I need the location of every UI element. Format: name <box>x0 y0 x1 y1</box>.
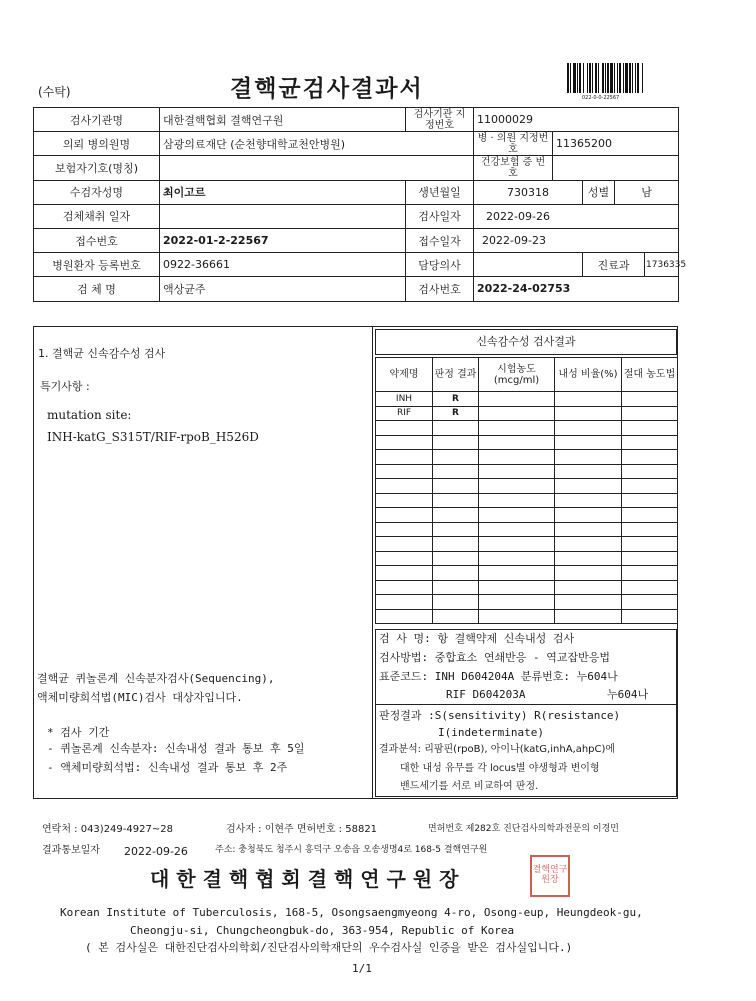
note-line-1: 결핵균 퀴놀론계 신속분자검사(Sequencing), <box>37 672 275 685</box>
table-row <box>376 566 678 581</box>
result-cell <box>433 522 479 537</box>
dept-value: 1736335 <box>645 253 679 277</box>
result-cell <box>555 421 622 436</box>
collect-date-label: 검체채취 일자 <box>34 204 160 228</box>
result-cell: INH <box>376 392 433 407</box>
result-cell <box>555 479 622 494</box>
dept-label: 진료과 <box>583 253 645 277</box>
collect-date-value <box>160 204 406 228</box>
institution-value: 대한결핵협회 결핵연구원 <box>160 108 406 132</box>
result-cell <box>622 609 678 624</box>
address: 주소: 충청북도 청주시 흥덕구 오송읍 오송생명4로 168-5 결핵연구원 <box>215 845 488 855</box>
receipt-no-value: 2022-01-2-22567 <box>160 228 406 252</box>
contact: 연락처 : 043)249-4927~28 <box>42 824 173 835</box>
patient-label: 수검자성명 <box>34 180 160 204</box>
result-cell <box>622 435 678 450</box>
result-cell <box>555 493 622 508</box>
result-cell: RIF <box>376 406 433 421</box>
sex-label: 성별 <box>583 180 615 204</box>
result-cell <box>555 566 622 581</box>
inspector: 검사자 : 이현주 면허번호 : 58821 <box>226 824 378 835</box>
result-cell <box>555 406 622 421</box>
table-row <box>376 493 678 508</box>
verdict-1: 판정결과 :S(sensitivity) R(resistance) <box>379 709 621 722</box>
health-no-value <box>553 156 679 180</box>
table-row <box>376 537 678 552</box>
result-cell <box>433 421 479 436</box>
result-cell <box>479 406 555 421</box>
result-cell <box>622 450 678 465</box>
std-code-1: 표준코드: INH D604204A 분류번호: 누604나 <box>379 670 618 683</box>
result-cell <box>433 479 479 494</box>
result-cell <box>376 479 433 494</box>
clinic-value: 삼광의료재단 (순천향대학교천안병원) <box>160 132 474 156</box>
certification: ( 본 검사실은 대한진단검사의학회/진단검사의학재단의 우수검사실 인증을 받은 검사실입니다.) <box>85 941 573 954</box>
table-row <box>376 392 678 407</box>
result-cell <box>479 609 555 624</box>
result-cell <box>376 580 433 595</box>
table-row <box>376 464 678 479</box>
table-row <box>376 450 678 465</box>
result-cell <box>479 595 555 610</box>
copy-label: (수탁) <box>38 85 71 99</box>
doctor-value <box>474 253 583 277</box>
result-cell <box>622 566 678 581</box>
report-date-label: 결과통보일자 <box>42 845 100 856</box>
result-cell <box>479 450 555 465</box>
result-cell <box>479 435 555 450</box>
verdict-2: I(indeterminate) <box>438 726 544 739</box>
result-cell <box>433 435 479 450</box>
table-row <box>376 435 678 450</box>
test-no-label: 검사번호 <box>406 277 474 301</box>
hospital-reg-label: 병원환자 등록번호 <box>34 253 160 277</box>
results-header-cell: 시험농도 (mcg/ml) <box>479 358 555 392</box>
result-cell <box>622 537 678 552</box>
barcode-text: 022-0-0-22567 <box>582 95 620 101</box>
result-cell <box>376 551 433 566</box>
result-cell <box>479 421 555 436</box>
class-no-2: 누604나 <box>607 688 649 701</box>
result-cell <box>622 406 678 421</box>
english-address-1: Korean Institute of Tuberculosis, 168-5, Osongsaengmyeong 4-ro, Osong-eup, Heungdeok-gu, <box>60 906 643 919</box>
insured-value <box>160 156 474 180</box>
period-title: * 검사 기간 <box>47 726 110 739</box>
institution-code-label: 검사기관 지정번호 <box>406 108 474 132</box>
result-cell <box>376 609 433 624</box>
result-cell <box>555 580 622 595</box>
result-cell <box>433 580 479 595</box>
period-line-2: - 액체미량희석법: 신속내성 결과 통보 후 2주 <box>47 761 288 774</box>
remarks-label: 특기사항 : <box>40 380 90 393</box>
table-row <box>376 522 678 537</box>
expert: 면허번호 제282호 진단검사의학과전문의 이경민 <box>428 824 619 834</box>
result-cell <box>622 464 678 479</box>
receipt-date-value: 2022-09-23 <box>474 228 679 252</box>
result-cell <box>479 580 555 595</box>
result-cell <box>622 580 678 595</box>
result-cell <box>376 537 433 552</box>
institution-label: 검사기관명 <box>34 108 160 132</box>
result-cell <box>555 595 622 610</box>
result-cell <box>433 450 479 465</box>
clinic-code-value: 11365200 <box>553 132 679 156</box>
result-cell <box>376 595 433 610</box>
result-cell <box>376 508 433 523</box>
result-cell <box>433 609 479 624</box>
result-cell <box>555 392 622 407</box>
test-method: 검사방법: 중합효소 연쇄반응 - 역교잡반응법 <box>379 651 611 664</box>
table-row <box>376 406 678 421</box>
result-cell <box>376 464 433 479</box>
result-cell <box>433 551 479 566</box>
test-name: 검 사 명: 항 결핵약제 신속내성 검사 <box>379 632 575 645</box>
result-cell <box>622 493 678 508</box>
results-table <box>375 357 678 624</box>
section-title: 1. 결핵균 신속감수성 검사 <box>38 347 166 360</box>
table-row <box>376 609 678 624</box>
barcode-icon <box>567 63 673 93</box>
patient-value: 최이고르 <box>160 180 406 204</box>
specimen-label: 검 체 명 <box>34 277 160 301</box>
receipt-date-label: 접수일자 <box>406 228 474 252</box>
result-cell: R <box>433 392 479 407</box>
result-cell <box>555 450 622 465</box>
receipt-no-label: 접수번호 <box>34 228 160 252</box>
test-date-label: 검사일자 <box>406 204 474 228</box>
doctor-label: 담당의사 <box>406 253 474 277</box>
result-cell <box>555 508 622 523</box>
result-cell <box>479 392 555 407</box>
results-header-cell: 절대 농도법 <box>622 358 678 392</box>
period-line-1: - 퀴놀론계 신속분자: 신속내성 결과 통보 후 5일 <box>47 742 305 755</box>
organization-name: 대 한 결 핵 협 회 결 핵 연 구 원 장 <box>150 867 459 891</box>
result-cell <box>479 493 555 508</box>
table-row <box>376 595 678 610</box>
result-cell <box>622 479 678 494</box>
patient-info-table <box>33 107 687 302</box>
mutation-label: mutation site: <box>47 408 132 422</box>
result-cell <box>479 479 555 494</box>
analysis-3: 밴드세기를 서로 비교하여 판정. <box>400 781 539 792</box>
result-cell <box>479 566 555 581</box>
results-header-cell: 판정 결과 <box>433 358 479 392</box>
health-no-label: 건강보험 증 번 호 <box>474 156 553 180</box>
insured-label: 보험자기호(명칭) <box>34 156 160 180</box>
method-divider <box>375 704 677 705</box>
hospital-reg-value: 0922-36661 <box>160 253 406 277</box>
analysis-2: 대한 내성 유무를 각 locus별 야생형과 변이형 <box>400 763 600 774</box>
sex-value: 남 <box>615 180 679 204</box>
mutation-value: INH-katG_S315T/RIF-rpoB_H526D <box>47 430 259 444</box>
result-cell <box>479 508 555 523</box>
result-cell <box>433 566 479 581</box>
clinic-label: 의뢰 병의원명 <box>34 132 160 156</box>
official-seal: 결핵연구원장 <box>530 855 570 897</box>
std-code-2: RIF D604203A <box>446 688 526 701</box>
result-cell <box>555 551 622 566</box>
dob-value: 730318 <box>474 180 583 204</box>
test-date-value: 2022-09-26 <box>474 204 679 228</box>
result-cell <box>555 435 622 450</box>
result-cell <box>622 551 678 566</box>
result-cell <box>376 566 433 581</box>
note-line-2: 액체미량희석법(MIC)검사 대상자입니다. <box>37 691 243 704</box>
result-cell <box>376 522 433 537</box>
table-row <box>376 580 678 595</box>
institution-code-value: 11000029 <box>474 108 679 132</box>
result-cell: R <box>433 406 479 421</box>
test-no-value: 2022-24-02753 <box>474 277 679 301</box>
result-cell <box>479 551 555 566</box>
specimen-value: 액상균주 <box>160 277 406 301</box>
result-cell <box>479 464 555 479</box>
result-cell <box>433 508 479 523</box>
result-cell <box>555 609 622 624</box>
clinic-code-label: 병 · 의원 지정번호 <box>474 132 553 156</box>
table-row <box>376 421 678 436</box>
result-cell <box>622 508 678 523</box>
result-cell <box>433 537 479 552</box>
result-cell <box>622 392 678 407</box>
dob-label: 생년월일 <box>406 180 474 204</box>
result-cell <box>479 522 555 537</box>
table-row <box>376 551 678 566</box>
result-cell <box>376 493 433 508</box>
page-title: 결핵균검사결과서 <box>230 76 424 102</box>
result-cell <box>433 493 479 508</box>
result-cell <box>433 595 479 610</box>
result-cell <box>555 464 622 479</box>
english-address-2: Cheongju-si, Chungcheongbuk-do, 363-954, Republic of Korea <box>130 924 515 937</box>
report-date-value: 2022-09-26 <box>124 845 188 858</box>
result-cell <box>376 450 433 465</box>
page-number: 1/1 <box>352 962 372 975</box>
results-header-cell: 내성 비율(%) <box>555 358 622 392</box>
result-cell <box>622 421 678 436</box>
analysis-1: 결과분석: 리팜핀(rpoB), 아이나(katG,inhA,ahpC)에 <box>379 744 616 755</box>
result-cell <box>555 522 622 537</box>
result-cell <box>622 522 678 537</box>
result-cell <box>479 537 555 552</box>
result-cell <box>433 464 479 479</box>
result-cell <box>555 537 622 552</box>
results-title: 신속감수성 검사결과 <box>476 335 576 348</box>
result-cell <box>376 435 433 450</box>
results-header-cell: 약제명 <box>376 358 433 392</box>
result-cell <box>376 421 433 436</box>
results-header-row <box>376 358 678 392</box>
result-cell <box>622 595 678 610</box>
table-row <box>376 479 678 494</box>
center-divider <box>372 326 373 799</box>
table-row <box>376 508 678 523</box>
